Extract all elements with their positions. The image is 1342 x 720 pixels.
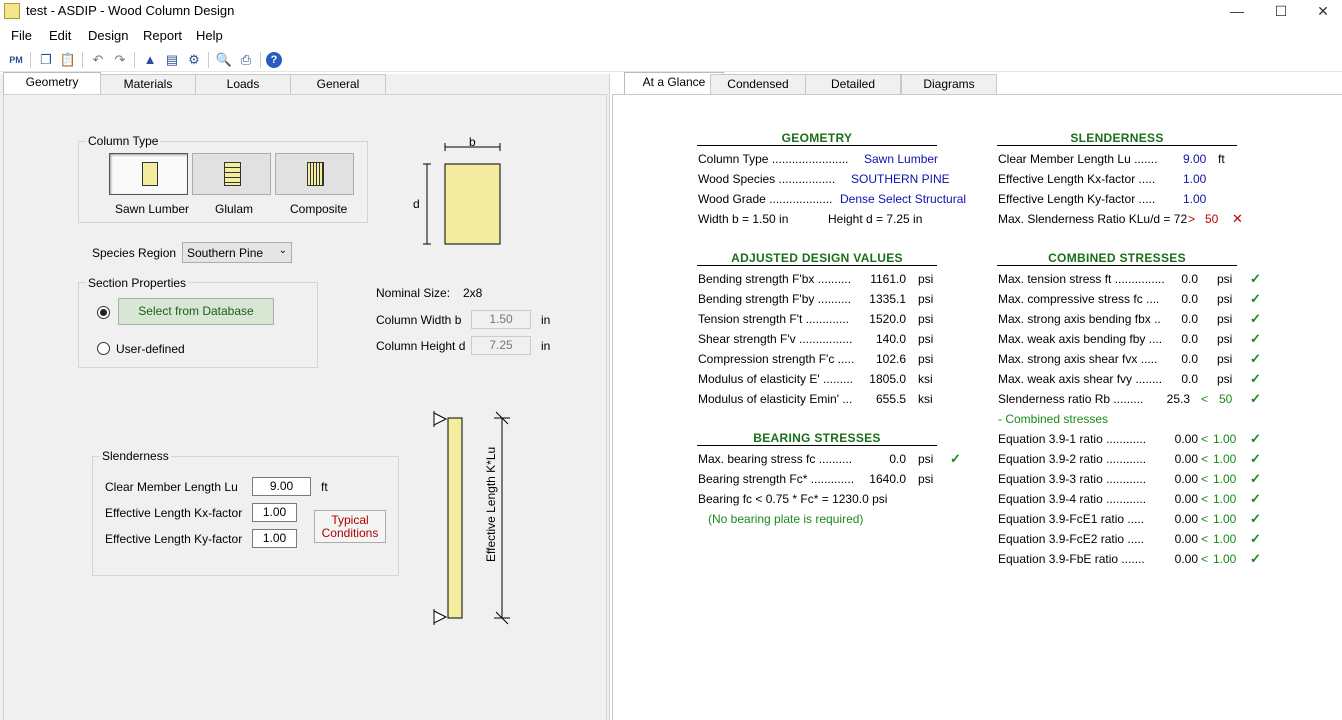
adj-row-value: 1805.0: [869, 372, 906, 386]
tab-diagrams[interactable]: Diagrams: [901, 74, 997, 94]
kx-input[interactable]: 1.00: [252, 503, 297, 522]
adj-row-value: 140.0: [875, 332, 906, 346]
adjusted-values-header: ADJUSTED DESIGN VALUES: [697, 251, 937, 266]
column-width-unit: in: [541, 313, 551, 327]
adj-row-value: 1520.0: [869, 312, 906, 326]
species-region-value: Southern Pine: [187, 246, 264, 260]
g-wood-grade-value: Dense Select Structural: [840, 192, 967, 206]
glance-sheet: [612, 94, 1342, 720]
user-defined-radio[interactable]: [97, 342, 110, 355]
glulam-button[interactable]: [192, 153, 271, 195]
sawn-lumber-label: Sawn Lumber: [115, 202, 190, 216]
eq-row-value: 0.00: [1174, 532, 1198, 546]
comb-row-unit: psi: [1217, 352, 1233, 366]
g-wood-species-value: SOUTHERN PINE: [851, 172, 950, 186]
comb-row-unit: psi: [1217, 372, 1233, 386]
comb-row-unit: psi: [1217, 332, 1233, 346]
adj-row-unit: psi: [918, 272, 934, 286]
sawn-lumber-icon: [142, 162, 158, 186]
s-max-ratio-label: Max. Slenderness Ratio KLu/d = 72: [998, 212, 1188, 226]
adj-row-unit: psi: [918, 312, 934, 326]
check-icon: ✓: [1250, 431, 1261, 446]
typical-conditions-button[interactable]: [314, 510, 386, 543]
combined-header: COMBINED STRESSES: [997, 251, 1237, 266]
adj-row-label: Compression strength F'c .....: [698, 352, 855, 366]
glulam-icon: [224, 162, 241, 186]
check-icon: ✓: [1250, 551, 1261, 566]
check-icon: ✓: [1250, 271, 1261, 286]
column-icon[interactable]: ▤: [165, 52, 179, 67]
geometry-header: GEOMETRY: [697, 131, 937, 146]
column-type-title: Column Type: [88, 134, 159, 148]
menu-help[interactable]: Help: [196, 28, 223, 43]
eq-row-label: Equation 3.9-FcE2 ratio .....: [998, 532, 1145, 546]
comb-row-value: 0.0: [1181, 332, 1198, 346]
column-height-unit: in: [541, 339, 551, 353]
help-icon[interactable]: ?: [266, 52, 282, 68]
rb-value: 25.3: [1166, 392, 1190, 406]
eq-row-value: 0.00: [1174, 552, 1198, 566]
eq-row-value: 0.00: [1174, 512, 1198, 526]
s-lu-value: 9.00: [1183, 152, 1207, 166]
adj-row-value: 1335.1: [869, 292, 906, 306]
eq-row-cmp: <: [1201, 512, 1209, 526]
menu-bar: [0, 26, 1342, 46]
check-icon: ✓: [1250, 531, 1261, 546]
chevron-down-icon: ⌄: [278, 245, 287, 256]
check-icon: ✓: [1250, 291, 1261, 306]
comb-row-value: 0.0: [1181, 372, 1198, 386]
g-wood-species-label: Wood Species .................: [698, 172, 836, 186]
check-icon: ✓: [950, 451, 961, 466]
tab-general[interactable]: General: [290, 74, 386, 94]
g-column-type-label: Column Type .......................: [698, 152, 849, 166]
eq-row-value: 0.00: [1174, 472, 1198, 486]
tab-detailed[interactable]: Detailed: [805, 74, 901, 94]
br-strength-unit: psi: [918, 472, 934, 486]
rb-cmp: <: [1201, 392, 1209, 406]
nominal-size-value: 2x8: [463, 286, 483, 300]
design-icon[interactable]: ▲: [143, 52, 157, 67]
column-width-input[interactable]: 1.50: [471, 310, 531, 329]
redo-icon[interactable]: ↷: [114, 52, 126, 67]
comb-row-label: Max. tension stress ft ...............: [998, 272, 1165, 286]
copy-icon[interactable]: ❐: [40, 52, 52, 67]
br-equation: Bearing fc < 0.75 * Fc* = 1230.0 psi: [698, 492, 888, 506]
adj-row-unit: ksi: [918, 372, 933, 386]
adj-row-value: 655.5: [875, 392, 906, 406]
slenderness-header: SLENDERNESS: [997, 131, 1237, 146]
window-title: test - ASDIP - Wood Column Design: [26, 3, 235, 18]
column-height-label: Column Height d: [376, 339, 466, 353]
comb-row-label: Max. strong axis bending fbx ..: [998, 312, 1161, 326]
eq-row-cmp: <: [1201, 472, 1209, 486]
composite-button[interactable]: [275, 153, 354, 195]
eq-row-value: 0.00: [1174, 492, 1198, 506]
composite-icon: [307, 162, 324, 186]
minimize-icon[interactable]: —: [1230, 3, 1244, 19]
effective-length-label: Effective Length K*Lu: [484, 446, 498, 562]
adj-row-unit: psi: [918, 352, 934, 366]
comb-row-label: Max. strong axis shear fvx .....: [998, 352, 1158, 366]
column-height-input[interactable]: 7.25: [471, 336, 531, 355]
check-icon: ✓: [1250, 351, 1261, 366]
comb-row-unit: psi: [1217, 292, 1233, 306]
s-ky-label: Effective Length Ky-factor .....: [998, 192, 1156, 206]
tab-loads[interactable]: Loads: [195, 74, 291, 94]
s-max-cmp: >: [1188, 212, 1196, 226]
eq-row-value: 0.00: [1174, 432, 1198, 446]
select-database-radio[interactable]: [97, 306, 110, 319]
adj-row-label: Tension strength F't .............: [698, 312, 850, 326]
lu-unit: ft: [321, 480, 328, 494]
eq-row-cmp: <: [1201, 552, 1209, 566]
input-panel: [0, 74, 610, 720]
eq-row-label: Equation 3.9-2 ratio ............: [998, 452, 1147, 466]
comb-row-value: 0.0: [1181, 292, 1198, 306]
ky-label: Effective Length Ky-factor: [105, 532, 243, 546]
s-ky-value: 1.00: [1183, 192, 1207, 206]
eq-row-value: 0.00: [1174, 452, 1198, 466]
combined-subtitle: - Combined stresses: [998, 412, 1109, 426]
close-icon[interactable]: ✕: [1317, 3, 1329, 19]
menu-file[interactable]: File: [11, 28, 32, 43]
comb-row-unit: psi: [1217, 272, 1233, 286]
s-max-limit: 50: [1205, 212, 1219, 226]
s-kx-label: Effective Length Kx-factor .....: [998, 172, 1156, 186]
app-icon: [4, 3, 20, 19]
check-icon: ✓: [1250, 491, 1261, 506]
adj-row-value: 1161.0: [870, 272, 906, 286]
toolbar: [0, 48, 1342, 72]
pm-import-icon[interactable]: PM: [9, 55, 23, 65]
cross-section-diagram: [404, 135, 514, 255]
g-column-type-value: Sawn Lumber: [864, 152, 939, 166]
g-width: Width b = 1.50 in: [698, 212, 789, 226]
g-height: Height d = 7.25 in: [828, 212, 923, 226]
typical-line1: Typical: [331, 513, 369, 527]
br-max-unit: psi: [918, 452, 934, 466]
eq-row-label: Equation 3.9-3 ratio ............: [998, 472, 1147, 486]
eq-row-limit: 1.00: [1213, 432, 1237, 446]
br-note: (No bearing plate is required): [708, 512, 864, 526]
br-max-label: Max. bearing stress fc ..........: [698, 452, 853, 466]
column-elevation-diagram: [424, 405, 524, 629]
column-width-label: Column Width b: [376, 313, 462, 327]
eq-row-limit: 1.00: [1213, 452, 1237, 466]
menu-design[interactable]: Design: [88, 28, 129, 43]
tab-materials[interactable]: Materials: [100, 74, 196, 94]
section-properties-group: [78, 282, 318, 368]
user-defined-label: User-defined: [116, 342, 185, 356]
eq-row-label: Equation 3.9-FbE ratio .......: [998, 552, 1145, 566]
eq-row-cmp: <: [1201, 532, 1209, 546]
menu-report[interactable]: Report: [143, 28, 183, 43]
fail-x-icon: ✕: [1232, 211, 1243, 226]
br-strength-value: 1640.0: [869, 472, 906, 486]
tab-geometry[interactable]: Geometry: [3, 72, 101, 94]
dim-d-label: d: [413, 197, 420, 211]
tab-condensed[interactable]: Condensed: [710, 74, 806, 94]
s-kx-value: 1.00: [1183, 172, 1207, 186]
eq-row-limit: 1.00: [1213, 492, 1237, 506]
composite-label: Composite: [290, 202, 348, 216]
adj-row-value: 102.6: [875, 352, 906, 366]
species-region-select[interactable]: [182, 242, 292, 263]
comb-row-value: 0.0: [1181, 312, 1198, 326]
adj-row-label: Bending strength F'by ..........: [698, 292, 852, 306]
slenderness-title: Slenderness: [102, 449, 169, 463]
check-icon: ✓: [1250, 451, 1261, 466]
eq-row-label: Equation 3.9-4 ratio ............: [998, 492, 1147, 506]
eq-row-label: Equation 3.9-1 ratio ............: [998, 432, 1147, 446]
adj-row-label: Modulus of elasticity Emin' ...: [698, 392, 853, 406]
comb-row-unit: psi: [1217, 312, 1233, 326]
adj-row-label: Shear strength F'v ................: [698, 332, 853, 346]
settings-icon[interactable]: ⚙: [188, 52, 200, 67]
bearing-header: BEARING STRESSES: [697, 431, 937, 446]
adj-row-unit: ksi: [918, 392, 933, 406]
typical-line2: Conditions: [321, 526, 379, 540]
comb-row-value: 0.0: [1181, 272, 1198, 286]
print-icon[interactable]: ⎙: [240, 52, 252, 67]
rb-limit: 50: [1219, 392, 1233, 406]
eq-row-limit: 1.00: [1213, 532, 1237, 546]
eq-row-cmp: <: [1201, 432, 1209, 446]
undo-icon[interactable]: ↶: [92, 52, 104, 67]
eq-row-limit: 1.00: [1213, 472, 1237, 486]
select-database-button[interactable]: Select from Database: [118, 298, 274, 325]
comb-row-label: Max. weak axis shear fvy ........: [998, 372, 1163, 386]
preview-icon[interactable]: 🔍: [215, 52, 233, 67]
br-max-value: 0.0: [889, 452, 906, 466]
rb-label: Slenderness ratio Rb .........: [998, 392, 1144, 406]
lu-label: Clear Member Length Lu: [105, 480, 238, 494]
check-icon: ✓: [1250, 331, 1261, 346]
tab-at-a-glance[interactable]: At a Glance: [624, 72, 724, 94]
species-region-label: Species Region: [92, 246, 177, 260]
check-icon: ✓: [1250, 391, 1261, 406]
results-panel: [612, 74, 1342, 720]
section-properties-title: Section Properties: [88, 276, 187, 290]
br-strength-label: Bearing strength Fc* .............: [698, 472, 855, 486]
check-icon: ✓: [1250, 311, 1261, 326]
glulam-label: Glulam: [215, 202, 254, 216]
eq-row-limit: 1.00: [1213, 512, 1237, 526]
menu-edit[interactable]: Edit: [49, 28, 72, 43]
check-icon: ✓: [1250, 471, 1261, 486]
s-lu-label: Clear Member Length Lu .......: [998, 152, 1158, 166]
maximize-icon[interactable]: ☐: [1274, 3, 1288, 19]
s-lu-unit: ft: [1218, 152, 1225, 166]
eq-row-label: Equation 3.9-FcE1 ratio .....: [998, 512, 1145, 526]
g-wood-grade-label: Wood Grade ...................: [698, 192, 833, 206]
eq-row-cmp: <: [1201, 452, 1209, 466]
eq-row-limit: 1.00: [1213, 552, 1237, 566]
ky-input[interactable]: 1.00: [252, 529, 297, 548]
check-icon: ✓: [1250, 511, 1261, 526]
check-icon: ✓: [1250, 371, 1261, 386]
comb-row-label: Max. compressive stress fc ....: [998, 292, 1160, 306]
geometry-pane: [3, 94, 607, 720]
title-bar: [0, 0, 1342, 24]
adj-row-unit: psi: [918, 292, 934, 306]
adj-row-label: Bending strength F'bx ..........: [698, 272, 852, 286]
sawn-lumber-button[interactable]: [109, 153, 188, 195]
kx-label: Effective Length Kx-factor: [105, 506, 243, 520]
adj-row-label: Modulus of elasticity E' .........: [698, 372, 854, 386]
adj-row-unit: psi: [918, 332, 934, 346]
dim-b-label: b: [469, 135, 476, 149]
nominal-size-label: Nominal Size:: [376, 286, 451, 300]
eq-row-cmp: <: [1201, 492, 1209, 506]
comb-row-label: Max. weak axis bending fby ....: [998, 332, 1163, 346]
paste-icon[interactable]: 📋: [59, 52, 77, 67]
lu-input[interactable]: 9.00: [252, 477, 311, 496]
comb-row-value: 0.0: [1181, 352, 1198, 366]
